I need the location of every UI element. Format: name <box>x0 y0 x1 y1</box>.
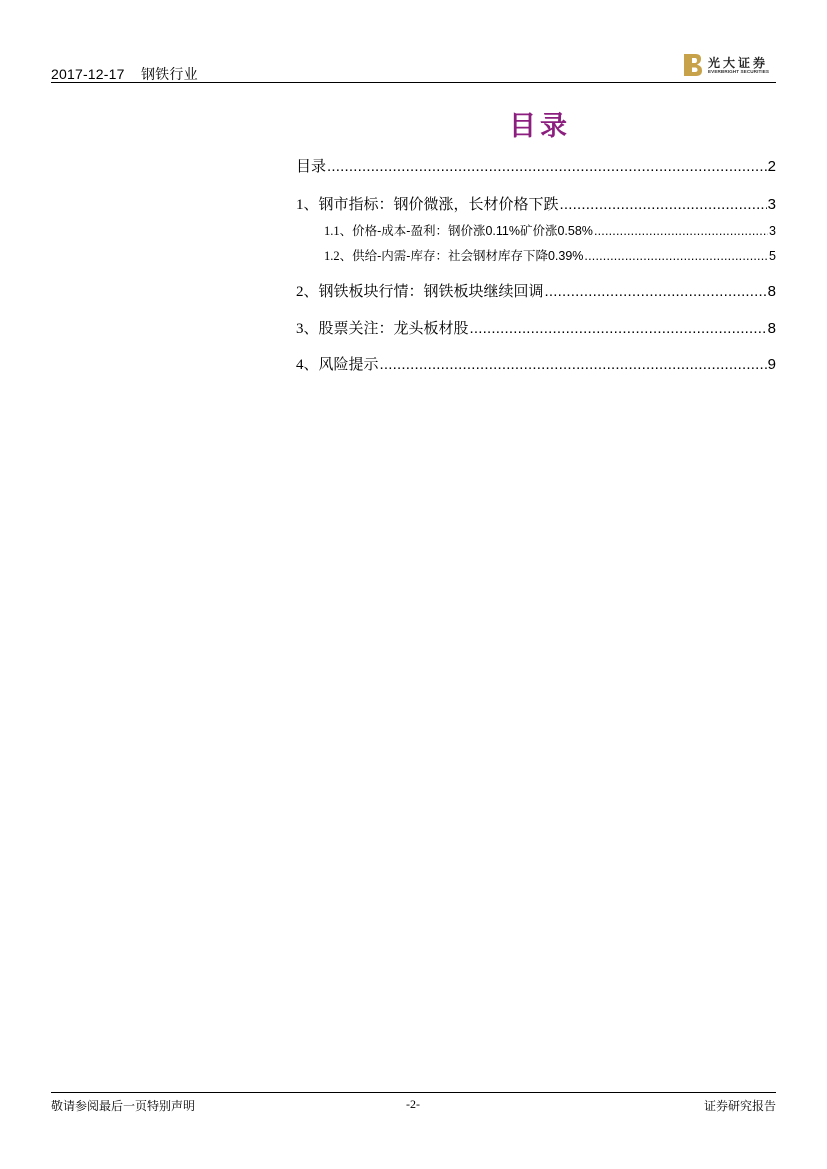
toc-entry-label: 股票关注：龙头板材股 <box>318 320 469 337</box>
logo-name-cn: 光大证券 <box>708 56 769 70</box>
header-divider <box>51 82 776 83</box>
toc-entry-page: 3 <box>769 224 776 238</box>
toc-entry-1-2[interactable] <box>324 246 776 268</box>
footer-disclaimer: 敬请参阅最后一页特别声明 <box>51 1099 196 1113</box>
toc-dot-leader <box>380 356 767 373</box>
everbright-logo-icon <box>684 54 702 76</box>
toc-entry-number: 1.2、 <box>324 249 353 263</box>
toc-entry-page: 2 <box>767 158 776 175</box>
toc-entry-number: 1.1、 <box>324 224 353 238</box>
toc-entry-label: 价格-成本-盈利：钢价涨0.11%矿价涨0.58% <box>352 224 593 238</box>
toc-entry-page: 8 <box>767 283 776 300</box>
toc-entry-label: 供给-内需-库存：社会钢材库存下降0.39% <box>352 249 584 263</box>
toc-entry-3[interactable] <box>296 317 776 339</box>
toc-dot-leader <box>327 158 767 175</box>
footer-report-type: 证券研究报告 <box>703 1099 776 1113</box>
toc-entry-2[interactable] <box>296 280 776 302</box>
header-date-sector: 2017-12-17 钢铁行业 <box>51 66 198 82</box>
toc-dot-leader <box>545 283 767 300</box>
toc-dot-leader <box>470 320 767 337</box>
footer-divider <box>51 1092 776 1093</box>
company-logo <box>684 54 776 78</box>
toc-entry-number: 1、 <box>296 197 319 213</box>
toc-entry-4[interactable] <box>296 353 776 375</box>
toc-entry-page: 8 <box>767 320 776 337</box>
toc-entry-1[interactable] <box>296 193 776 215</box>
toc-entry-contents[interactable] <box>296 155 776 177</box>
toc-entry-page: 5 <box>769 249 776 263</box>
toc-entry-page: 9 <box>767 356 776 373</box>
toc-entry-number: 2、 <box>296 284 319 300</box>
toc-entry-label: 钢市指标：钢价微涨，长材价格下跌 <box>318 196 559 213</box>
toc-entry-label: 目录 <box>296 158 327 175</box>
footer-page-number: -2- <box>406 1097 420 1111</box>
toc-entry-label: 钢铁板块行情：钢铁板块继续回调 <box>318 283 544 300</box>
logo-name-en: EVERBRIGHT SECURITIES <box>708 69 770 74</box>
toc-entry-page: 3 <box>767 196 776 213</box>
toc-dot-leader <box>560 196 767 213</box>
toc-entry-1-1[interactable] <box>324 221 776 243</box>
toc-dot-leader <box>594 224 768 238</box>
toc-dot-leader <box>584 249 768 263</box>
toc-entry-number: 4、 <box>296 357 319 373</box>
toc-entry-number: 3、 <box>296 321 319 337</box>
toc-title: 目录 <box>509 111 571 142</box>
toc-entry-label: 风险提示 <box>318 356 379 373</box>
